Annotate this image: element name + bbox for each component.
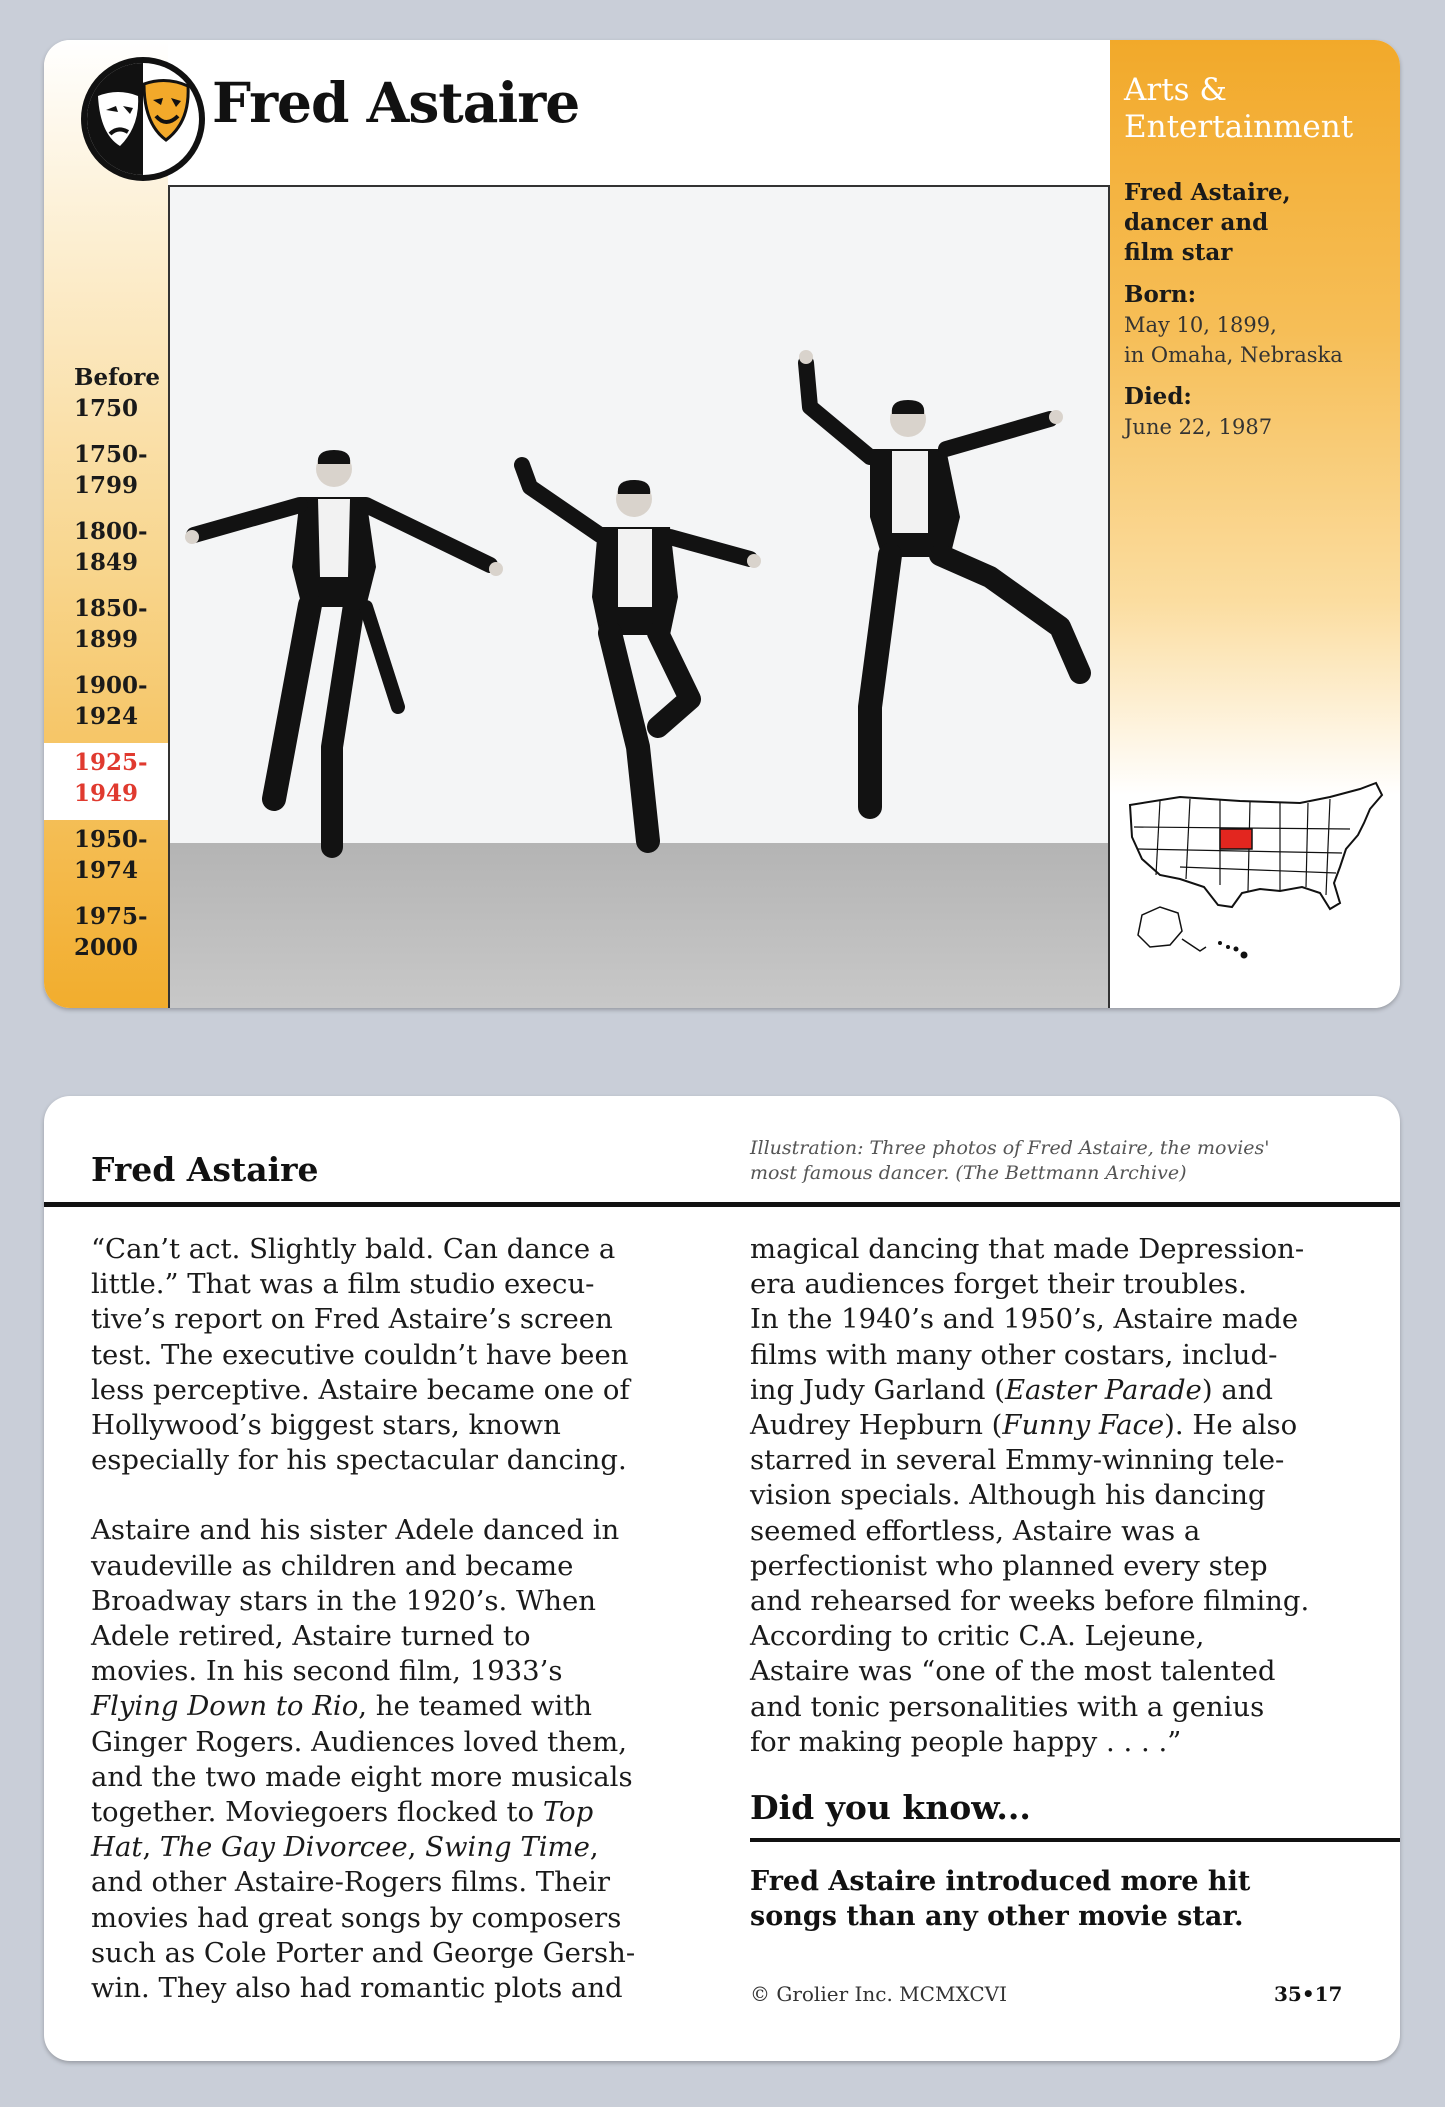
era-1925-1949-active: 1925- 1949 [44, 743, 168, 820]
front-card [44, 40, 1400, 1008]
dancer-photo [168, 185, 1110, 1008]
dancer-silhouettes [170, 187, 1110, 1008]
header-divider [44, 1202, 1400, 1207]
us-map-icon [1120, 775, 1388, 970]
born-value: May 10, 1899, [1124, 313, 1277, 337]
era-1850-1899: 1850- 1899 [74, 595, 148, 653]
era-1800-1849: 1800- 1849 [74, 518, 148, 576]
born-label: Born: [1124, 281, 1197, 308]
died-value: June 22, 1987 [1124, 415, 1273, 439]
era-1950-1974: 1950- 1974 [74, 826, 148, 884]
illustration-caption: Illustration: Three photos of Fred Astaire, the movies' most famous dancer. (The Bettmann Archive) [750, 1137, 1270, 1184]
born-value: in Omaha, Nebraska [1124, 343, 1343, 367]
died-label: Died: [1124, 383, 1192, 410]
subtitle-line: dancer and [1124, 209, 1269, 236]
era-1900-1924: 1900- 1924 [74, 672, 148, 730]
person-info [1124, 178, 1394, 442]
subtitle-line: film star [1124, 239, 1233, 266]
copyright-text: © Grolier Inc. MCMXCVI [750, 1982, 1007, 2006]
era-before-1750: Before 1750 [74, 364, 161, 422]
did-you-know-divider [750, 1838, 1400, 1842]
era-1975-2000: 1975- 2000 [74, 903, 148, 961]
theater-masks-icon [78, 54, 208, 184]
did-you-know-fact: Fred Astaire introduced more hit songs than any other movie star. [750, 1866, 1251, 1932]
body-column-1: “Can’t act. Slightly bald. Can dance a little.” That was a film studio execu- tive’s report on Fred Astaire’s screen test. The executive couldn’t have been less perceptive. Astaire became one of Hollywood’s biggest stars, known especially for his spectacular dancing. Astaire and his sister Adele danced in vaudeville as children and became Broadway stars in the 1920’s. When Adele retired, Astaire turned to movies. In his second film, 1933’s Flying Down to Rio, he teamed with Ginger Rogers. Audiences loved them, and the two made eight more musicals together. Moviegoers flocked to Top Hat, The Gay Divorcee, Swing Time, and other Astaire-Rogers films. Their movies had great songs by composers such as Cole Porter and George Gersh- win. They also had romantic plots and [91, 1233, 636, 2005]
dancer-figure-2 [522, 465, 761, 841]
dancer-figure-1 [185, 450, 503, 847]
dancer-figure-3 [799, 350, 1080, 807]
back-title: Fred Astaire [91, 1150, 319, 1189]
did-you-know-heading: Did you know... [750, 1788, 1031, 1827]
nebraska-highlight [1220, 829, 1252, 849]
era-1750-1799: 1750- 1799 [74, 441, 148, 499]
category-heading: Arts & Entertainment [1124, 72, 1354, 145]
body-column-2: magical dancing that made Depression- era audiences forget their troubles. In the 1940’s and 1950’s, Astaire made films with many other costars, includ- ing Judy Garland (Easter Parade) and Audrey Hepburn (Funny Face). He also starred in several Emmy-winning tele- vision specials. Although his dancing seemed effortless, Astaire was a perfectionist who planned every step and rehearsed for weeks before filming. According to critic C.A. Lejeune, Astaire was “one of the most talented and tonic personalities with a genius for making people happy . . . .” [750, 1233, 1310, 1758]
card-number: 35•17 [1274, 1982, 1343, 2006]
back-card [44, 1096, 1400, 2061]
card-title: Fred Astaire [212, 70, 580, 135]
subtitle-line: Fred Astaire, [1124, 179, 1291, 206]
era-timeline [44, 358, 168, 974]
